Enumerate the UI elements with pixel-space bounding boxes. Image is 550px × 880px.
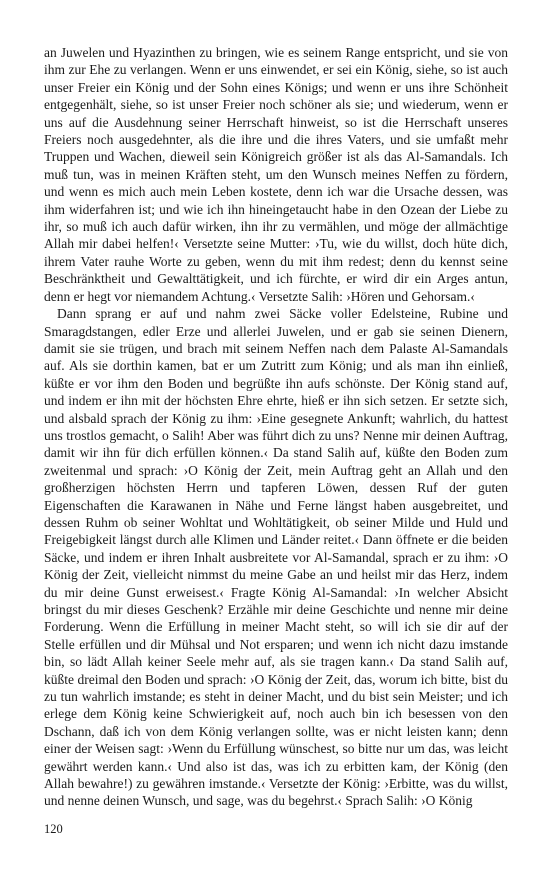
paragraph-2: Dann sprang er auf und nahm zwei Säcke voller Edelsteine, Rubine und Smaragdstangen, edler Erze und allerlei Juwelen, und er gab sie seinen Dienern, damit sie sie trügen, und brach mit seinem Neffen nach dem Palaste Al-Samandals auf. Als sie dorthin kamen, bat er um Zutritt zum König; und als man ihn einließ, küßte er vor ihm den Boden und begrüßte ihn aufs schönste. Der König stand auf, und indem er ihn mit der höchsten Ehre ehrte, hieß er ihn sich setzen. Er setzte sich, und alsbald sprach der König zu ihm: ›Eine gesegnete Ankunft; wahrlich, du hattest uns trostlos gemacht, o Salih! Aber was führt dich zu uns? Nenne mir deinen Auftrag, damit wir ihn für dich erfüllen können.‹ Da stand Salih auf, küßte den Boden zum zweitenmal und sprach: ›O König der Zeit, mein Auftrag geht an Allah und den großherzigen höchsten Herrn und tapferen Löwen, dessen Ruf der guten Eigenschaften die Karawanen in Nähe und Ferne längst haben ausgebreitet, und dessen Ruhm ob seiner Wohltat und Wohltätigkeit, ob seiner Milde und Huld und Freigebigkeit längst durch alle Klimen und Länder reitet.‹ Dann öffnete er die beiden Säcke, und indem er ihren Inhalt ausbreitete vor Al-Samandal, sprach er zu ihm: ›O König der Zeit, vielleicht nimmst du meine Gabe an und heilst mir das Herz, indem du mir deine Gunst erweisest.‹ Fragte König Al-Samandal: ›In welcher Absicht bringst du mir dieses Geschenk? Erzähle mir deine Geschichte und nenne mir deine Forderung. Wenn die Erfüllung in meiner Macht steht, so will ich sie dir auf der Stelle erfüllen und dir Mühsal und Not ersparen; und wenn ich nicht dazu imstande bin, so lädt Allah keiner Seele mehr auf, als sie tragen kann.‹ Da stand Salih auf, küßte dreimal den Boden und sprach: ›O König der Zeit, das, worum ich bitte, bist du zu tun wahrlich imstande; es steht in deiner Macht, und du bist sein Meister; und ich erlege dem König keine Schwierigkeit auf, noch auch bin ich besessen von den Dschann, daß ich von dem König verlangen sollte, was er nicht leisten kann; denn einer der Weisen sagt: ›Wenn du Erfüllung wünschest, so bitte nur um das, was leicht gewährt werden kann.‹ Und also ist das, was ich zu erbitten kam, der König (den Allah bewahre!) zu gewähren imstande.‹ Versetzte der König: ›Erbitte, was du willst, und nenne deinen Wunsch, und sage, was du begehrst.‹ Sprach Salih: ›O König: [44, 306, 508, 809]
body-text: [44, 44, 508, 810]
paragraph-1: an Juwelen und Hyazinthen zu bringen, wie es seinem Range entspricht, und sie von ihm zur Ehe zu verlangen. Wenn er uns einwendet, er sei ein König, siehe, so ist auch unser Freier ein König und der Sohn eines Königs; und wenn er uns ihre Schönheit entgegenhält, siehe, so ist unser Freier noch schöner als sie; und wiederum, wenn er uns auf die Ausdehnung seiner Herrschaft hinweist, so ist die Herrschaft unseres Freiers noch ausgedehnter, als die ihre und die ihres Vaters, und sie umfaßt mehr Truppen und Wachen, dieweil sein Königreich größer ist als das Al-Samandals. Ich muß tun, was in meinen Kräften steht, um den Wunsch meines Neffen zu fördern, und wenn es mich auch mein Leben kostete, denn ich war die Ursache dessen, was ihm widerfahren ist; und wie ich ihn hineingetaucht habe in den Ozean der Liebe zu ihr, so muß ich auch dafür wirken, ihn ihr zu vermählen, und möge der allmächtige Allah mir dabei helfen!‹ Versetzte seine Mutter: ›Tu, wie du willst, doch hüte dich, ihrem Vater rauhe Worte zu geben, wenn du mit ihm redest; denn du kennst seine Beschränktheit und Gewalttätigkeit, und ich fürchte, er wird dir ein Arges antun, denn er hegt vor niemandem Achtung.‹ Versetzte Salih: ›Hören und Gehorsam.‹: [44, 45, 508, 304]
page-number: 120: [44, 822, 63, 836]
